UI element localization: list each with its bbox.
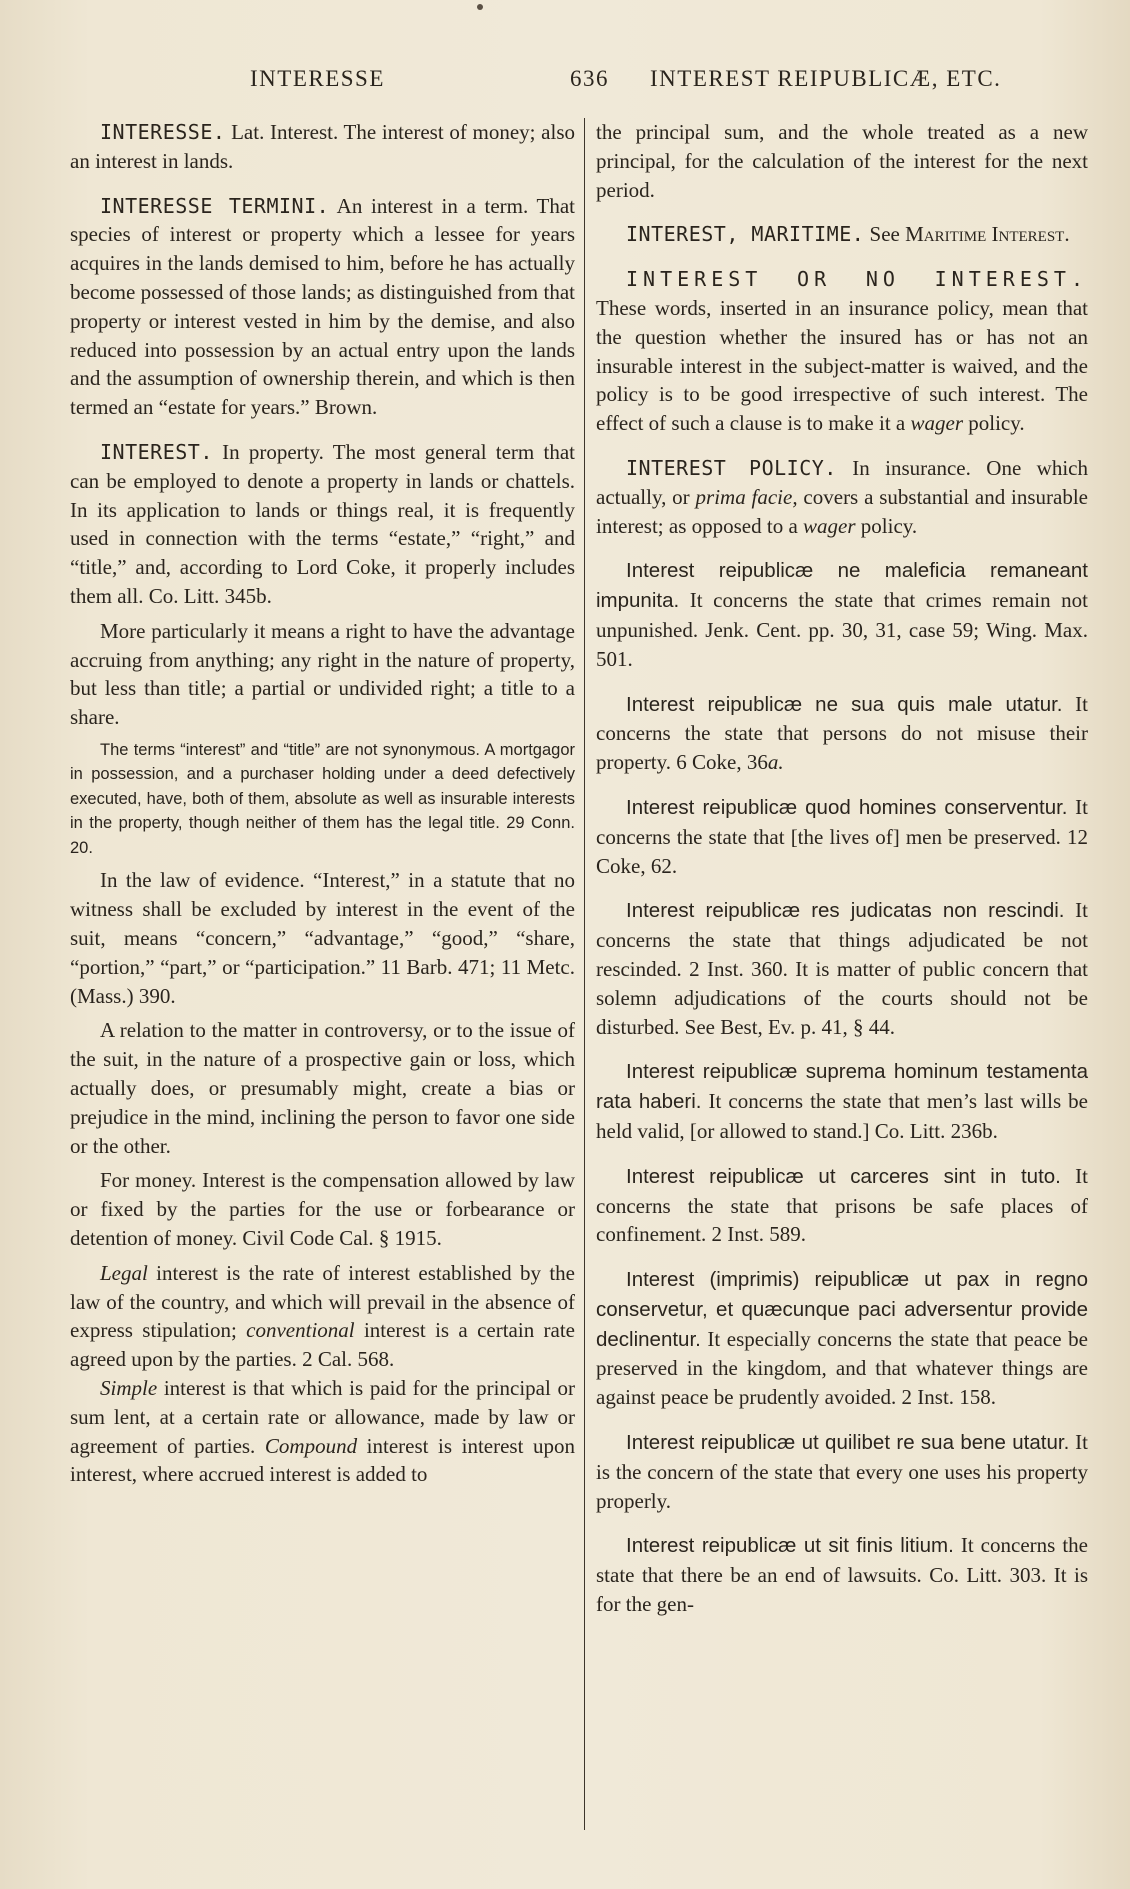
translation: It concerns the state that crimes remain not unpunished. Jenk. Cent. pp. 30, 31, case 59; Wing. Max. 501. [596,588,1088,671]
maxim-headword: Interest reipublicæ res judicatas non rescindi. [626,899,1065,923]
maxim-entry [596,556,1088,673]
emphasis: Legal [100,1260,148,1285]
maxim-headword: Interest reipublicæ ut carceres sint in tuto. [626,1164,1061,1188]
translation: It concerns the state that men’s last wills be held valid, [or allowed to stand.] Co. Litt. 236b. [596,1089,1088,1143]
text: policy. [855,513,918,538]
definition: These words, inserted in an insurance policy, mean that the question whether the insured has or has not an insurable interest in the subject-matter is waived, and the policy is to be good irrespective of such interest. The effect of such a clause is to make it a [596,295,1088,436]
headword: INTEREST, MARITIME. [626,222,865,247]
maxim-headword: Interest reipublicæ ut quilibet re sua bene utatur. [626,1431,1070,1455]
header-right-guide-word: INTEREST REIPUBLICÆ, ETC. [650,66,1002,91]
emphasis: wager [803,513,856,538]
maxim-entry [596,1428,1088,1515]
translation: It concerns the state that persons do not misuse their property. 6 Coke, 36 [596,691,1088,775]
paragraph [70,1374,575,1489]
running-header [0,66,1130,100]
maxim-entry [596,1162,1088,1249]
left-column [70,118,575,1489]
emphasis: Simple [100,1375,158,1400]
translation: It concerns the state that there be an end of lawsuits. Co. Litt. 303. It is for the gen- [596,1533,1088,1617]
definition: An interest in a term. That species of interest or property which a lessee for years acquires in the lands demised to him, before he has actually become possessed of those lands; as distinguished from that property or interest vested in him by the demise, and also reduced into possession by an actual entry upon the lands and the assumption of ownership therein, and which is then termed an “estate for years.” Brown. [70,193,575,420]
entry-interesse [70,118,575,176]
text: interest is a certain rate agreed upon by the parties. 2 Cal. 568. [70,1318,575,1372]
emphasis: prima facie, [695,484,798,509]
emphasis: Compound [264,1433,358,1458]
maxim-entry [596,793,1088,880]
text: policy. [963,411,1025,436]
definition: Lat. Interest. The interest of money; also an interest in lands. [70,120,575,173]
maxim-headword: Interest reipublicæ ut sit finis litium. [626,1534,954,1558]
headword: INTEREST POLICY. [626,455,837,480]
translation: It concerns the state that prisons be safe places of confinement. 2 Inst. 589. [596,1163,1089,1247]
maxim-entry [596,1057,1088,1145]
definition: In insurance. One which actually, or [596,455,1089,509]
text: See [864,222,906,247]
paragraph: A relation to the matter in controversy, or to the issue of the suit, in the nature of a prospective gain or loss, which actually does, or presumably might, create a bias or prejudice in the mind, inclining the person to favor one side or the other. [70,1018,575,1158]
column-divider [584,118,585,1830]
maxim-entry [596,896,1088,1041]
emphasis: conventional [246,1318,355,1343]
maxim-headword: Interest (imprimis) reipublicæ ut pax in regno conservetur, et quæcunque paci adversentur provide declinentur. [596,1268,1088,1351]
maxim-entry [596,1265,1088,1412]
text: interest is that which is paid for the principal or sum lent, at a certain rate or allowance, made by law or agreement of parties. [70,1375,575,1458]
printing-dot [477,4,483,10]
headword: INTEREST. [100,439,213,464]
maxim-headword: Interest reipublicæ ne maleficia remaneant impunita. [596,559,1088,613]
emphasis: a. [767,750,784,775]
headword: INTERESSE. [100,120,226,144]
entry-interest-or-no-interest [596,265,1088,438]
continued-paragraph: the principal sum, and the whole treated as a new principal, for the calculation of the interest for the next period. [596,120,1088,202]
paragraph: More particularly it means a right to have the advantage accruing from anything; any right in the nature of property, but less than title; a partial or undivided right; a title to a share. [70,618,575,730]
maxim-headword: Interest reipublicæ ne sua quis male utatur. [626,692,1063,716]
maxim-headword: Interest reipublicæ suprema hominum testamenta rata haberi. [596,1060,1088,1114]
headword: INTEREST OR NO INTEREST. [626,267,1088,292]
entry-interest [70,438,575,611]
maxim-entry [596,690,1088,777]
page-number: 636 [570,66,609,91]
translation: It concerns the state that [the lives of] men be preserved. 12 Coke, 62. [596,794,1088,878]
header-left-guide-word: INTERESSE [250,66,385,91]
definition: In property. The most general term that can be employed to denote a property in lands or chattels. In its application to lands or things real, it is frequently used in connection with the terms “estate,” “right,” and “title,” and, according to Lord Coke, it properly includes them all. Co. Litt. 345b. [70,439,575,608]
entry-interesse-termini [70,192,575,422]
headword: INTERESSE TERMINI. [100,193,330,218]
text: interest is interest upon interest, where accrued interest is added to [70,1433,575,1487]
maxim-headword: Interest reipublicæ quod homines conserventur. [626,795,1068,819]
translation: It especially concerns the state that peace be preserved in the kingdom, and that whatever things are against peace be prudently avoided. 2 Inst. 158. [596,1326,1088,1410]
translation: It concerns the state that things adjudicated be not rescinded. 2 Inst. 360. It is matter of public concern that solemn adjudications of the courts should not be disturbed. See Best, Ev. p. 41, § 44. [596,898,1089,1039]
note-paragraph: The terms “interest” and “title” are not synonymous. A mortgagor in possession, and a purchaser holding under a deed defectively executed, have, both of them, absolute as well as insurable interests in the property, though neither of them has the legal title. 29 Conn. 20. [70,740,575,857]
text: covers a substantial and insurable interest; as opposed to a [596,484,1089,538]
text: interest is the rate of interest established by the law of the country, and which will prevail in the absence of express stipulation; [70,1260,575,1343]
entry-interest-maritime [596,220,1088,249]
right-column [596,118,1088,1619]
entry-interest-policy [596,454,1088,540]
paragraph [70,1259,575,1374]
maxim-entry [596,1531,1088,1618]
cross-reference: Maritime Interest. [905,222,1070,247]
translation: It is the concern of the state that every one uses his property properly. [596,1430,1088,1513]
paragraph: In the law of evidence. “Interest,” in a statute that no witness shall be excluded by interest in the event of the suit, means “concern,” “advantage,” “good,” “share, “portion,” “part,” or “participation.” 11 Barb. 471; 11 Metc. (Mass.) 390. [70,868,575,1008]
paragraph: For money. Interest is the compensation allowed by law or fixed by the parties for the use or forbearance or detention of money. Civil Code Cal. § 1915. [70,1168,575,1250]
emphasis: wager [910,411,963,436]
